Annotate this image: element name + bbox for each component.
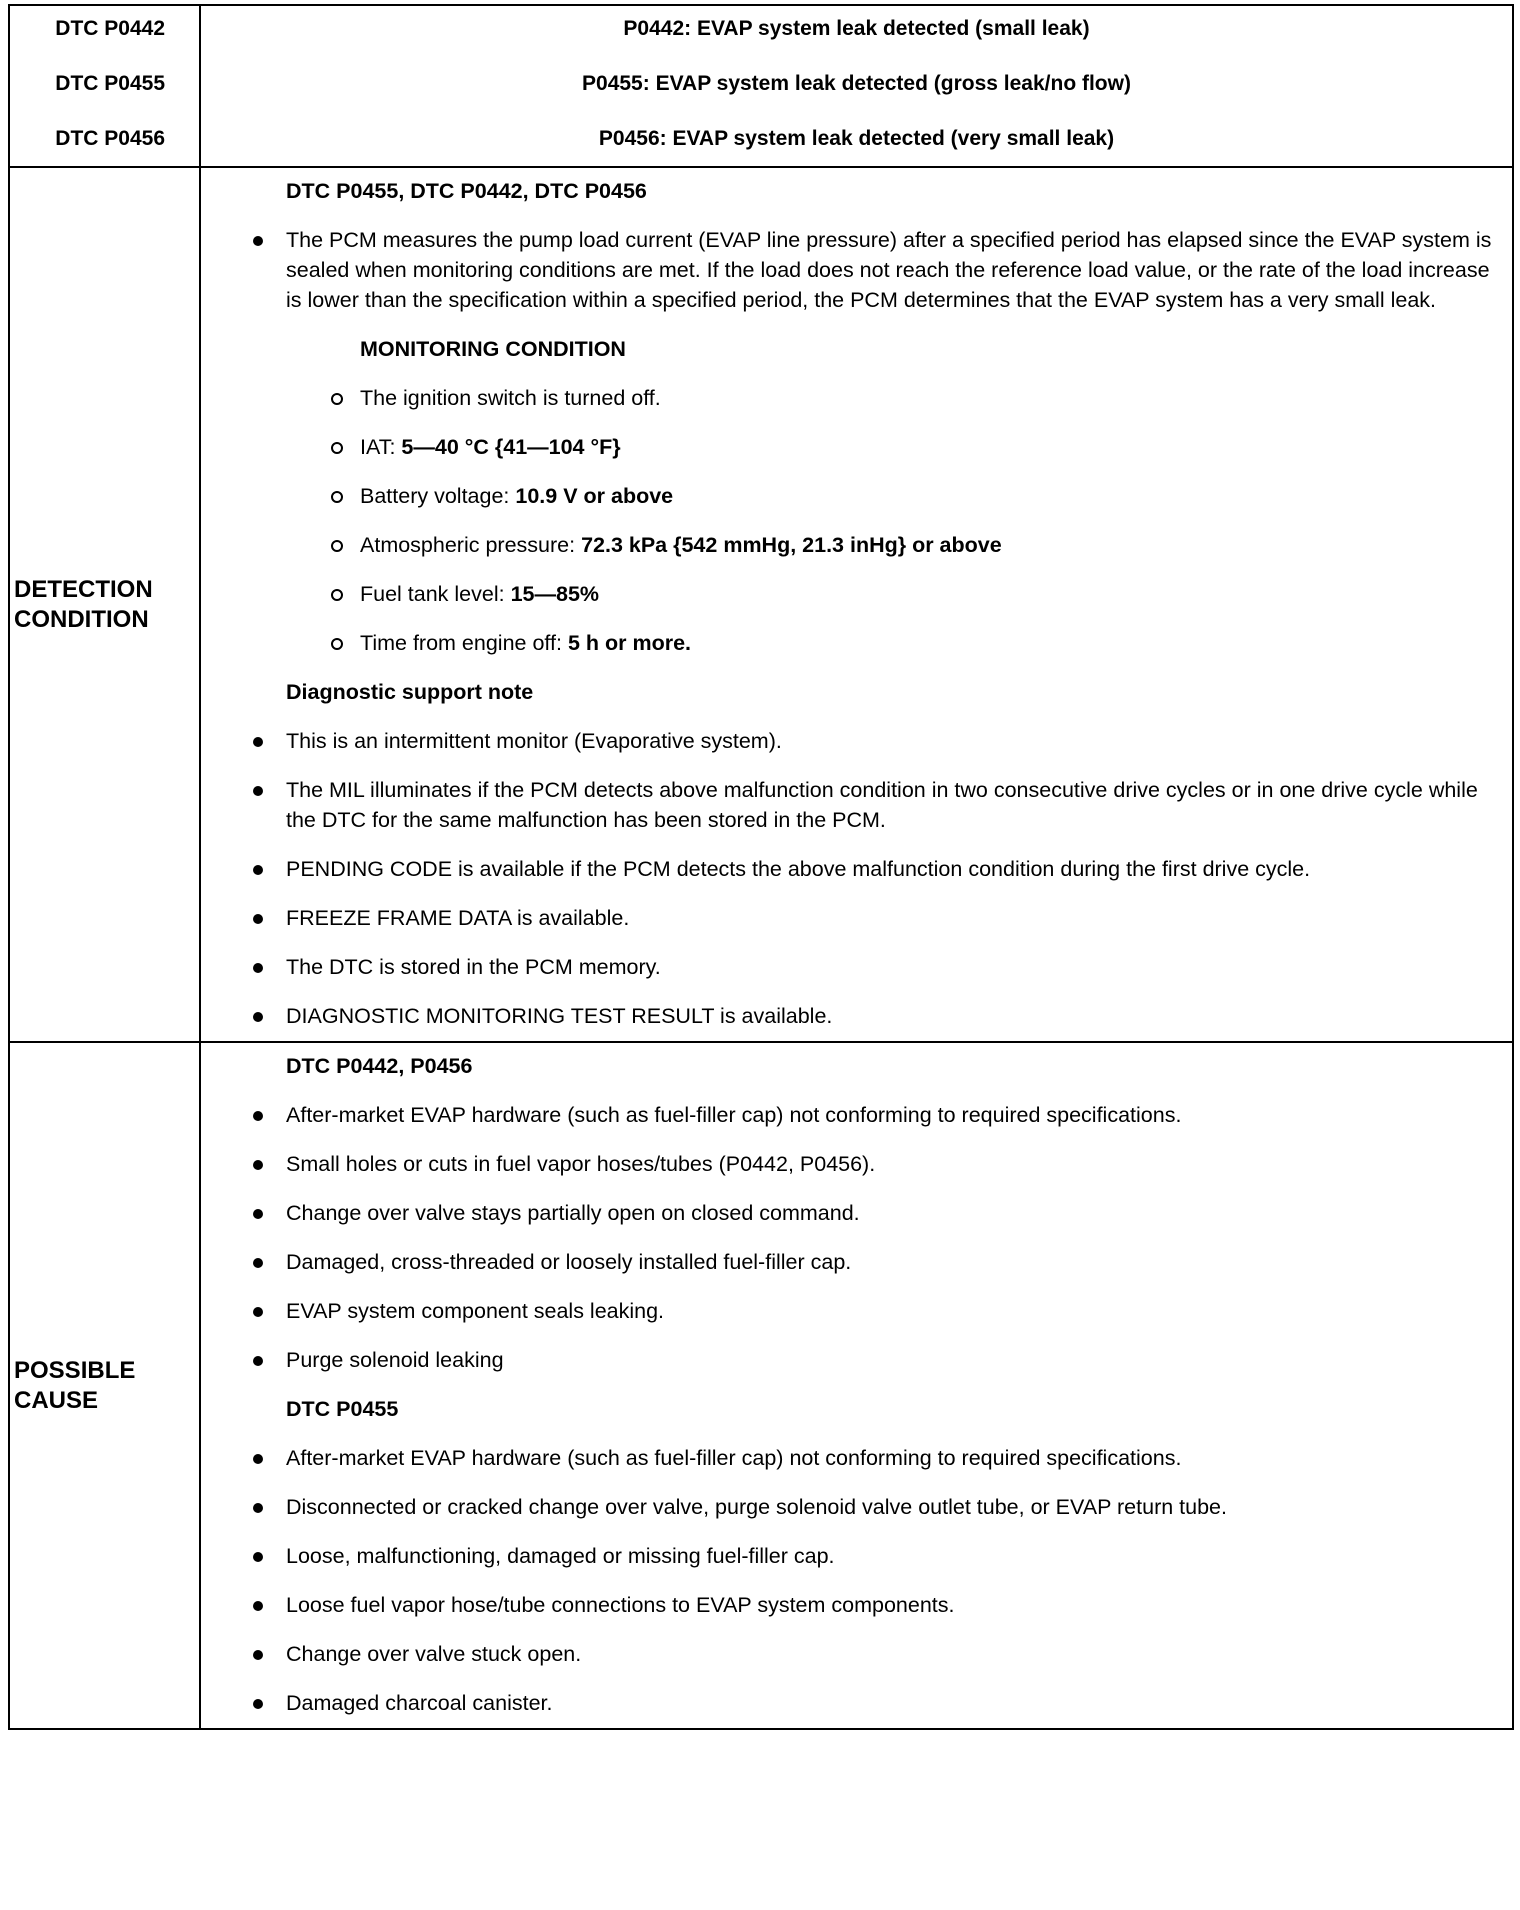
dtc-code-cell [9, 5, 200, 167]
bullet-icon [253, 1258, 263, 1268]
circle-bullet-icon [331, 442, 343, 454]
cause-group-heading: DTC P0442, P0456 [286, 1054, 473, 1078]
bullet-icon [253, 1356, 263, 1366]
bullet-icon [253, 914, 263, 924]
list-item: Damaged, cross-threaded or loosely installed fuel-filler cap. [201, 1247, 1502, 1277]
dtc-code: DTC P0442 [55, 17, 165, 40]
monitoring-heading: MONITORING CONDITION [360, 337, 626, 361]
bullet-icon [253, 786, 263, 796]
bullet-icon [253, 865, 263, 875]
list-item: The ignition switch is turned off. [201, 383, 1502, 413]
bullet-icon [253, 1552, 263, 1562]
header-row [9, 5, 1513, 167]
list-item: The PCM measures the pump load current (EVAP line pressure) after a specified period has elapsed since the EVAP system is sealed when monitoring conditions are met. If the load does not reach the reference load value, or the rate of the load increase is lower than the specification within a specified period, the PCM determines that the EVAP system has a very small leak. [201, 225, 1502, 315]
bullet-icon [253, 1209, 263, 1219]
bullet-icon [253, 1160, 263, 1170]
list-item: The MIL illuminates if the PCM detects above malfunction condition in two consecutive drive cycles or in one drive cycle while the DTC for the same malfunction has been stored in the PCM. [201, 775, 1502, 835]
list-item: Battery voltage: 10.9 V or above [201, 481, 1502, 511]
bullet-icon [253, 1111, 263, 1121]
dtc-title: P0456: EVAP system leak detected (very small leak) [598, 127, 1115, 150]
cause-group-heading: DTC P0455 [286, 1397, 399, 1421]
detection-content [200, 167, 1513, 1042]
possible-cause-label: POSSIBLE CAUSE [9, 1042, 200, 1729]
bullet-icon [253, 1650, 263, 1660]
bullet-icon [253, 236, 263, 246]
list-item: Loose, malfunctioning, damaged or missing fuel-filler cap. [201, 1541, 1502, 1571]
list-item: After-market EVAP hardware (such as fuel-filler cap) not conforming to required specifications. [201, 1100, 1502, 1130]
circle-bullet-icon [331, 540, 343, 552]
bullet-icon [253, 1307, 263, 1317]
list-item: Atmospheric pressure: 72.3 kPa {542 mmHg, 21.3 inHg} or above [201, 530, 1502, 560]
list-item: Time from engine off: 5 h or more. [201, 628, 1502, 658]
list-item: Loose fuel vapor hose/tube connections to EVAP system components. [201, 1590, 1502, 1620]
bullet-icon [253, 1699, 263, 1709]
circle-bullet-icon [331, 393, 343, 405]
list-item: Change over valve stuck open. [201, 1639, 1502, 1669]
detection-row [9, 167, 1513, 1042]
bullet-icon [253, 1012, 263, 1022]
bullet-icon [253, 1454, 263, 1464]
possible-cause-row [9, 1042, 1513, 1729]
list-item: IAT: 5—40 °C {41—104 °F} [201, 432, 1502, 462]
bullet-icon [253, 963, 263, 973]
list-item: Fuel tank level: 15—85% [201, 579, 1502, 609]
dtc-title: P0455: EVAP system leak detected (gross leak/no flow) [582, 72, 1131, 95]
possible-cause-content [200, 1042, 1513, 1729]
detection-label: DETECTION CONDITION [9, 167, 200, 1042]
bullet-icon [253, 1601, 263, 1611]
list-item: FREEZE FRAME DATA is available. [201, 903, 1502, 933]
dtc-code: DTC P0455 [55, 72, 165, 95]
list-item: Damaged charcoal canister. [201, 1688, 1502, 1718]
dtc-title-cell [200, 5, 1513, 167]
bullet-icon [253, 737, 263, 747]
support-heading: Diagnostic support note [286, 680, 534, 704]
list-item: This is an intermittent monitor (Evaporative system). [201, 726, 1502, 756]
list-item: PENDING CODE is available if the PCM detects the above malfunction condition during the first drive cycle. [201, 854, 1502, 884]
list-item: Purge solenoid leaking [201, 1345, 1502, 1375]
list-item: The DTC is stored in the PCM memory. [201, 952, 1502, 982]
dtc-title: P0442: EVAP system leak detected (small leak) [623, 17, 1090, 40]
list-item: EVAP system component seals leaking. [201, 1296, 1502, 1326]
circle-bullet-icon [331, 491, 343, 503]
list-item: DIAGNOSTIC MONITORING TEST RESULT is available. [201, 1001, 1502, 1031]
detection-subhead: DTC P0455, DTC P0442, DTC P0456 [286, 179, 647, 203]
circle-bullet-icon [331, 589, 343, 601]
list-item: After-market EVAP hardware (such as fuel-filler cap) not conforming to required specifications. [201, 1443, 1502, 1473]
dtc-table [8, 4, 1514, 1730]
dtc-code: DTC P0456 [55, 127, 165, 150]
bullet-icon [253, 1503, 263, 1513]
list-item: Small holes or cuts in fuel vapor hoses/tubes (P0442, P0456). [201, 1149, 1502, 1179]
circle-bullet-icon [331, 638, 343, 650]
list-item: Disconnected or cracked change over valve, purge solenoid valve outlet tube, or EVAP return tube. [201, 1492, 1502, 1522]
list-item: Change over valve stays partially open on closed command. [201, 1198, 1502, 1228]
